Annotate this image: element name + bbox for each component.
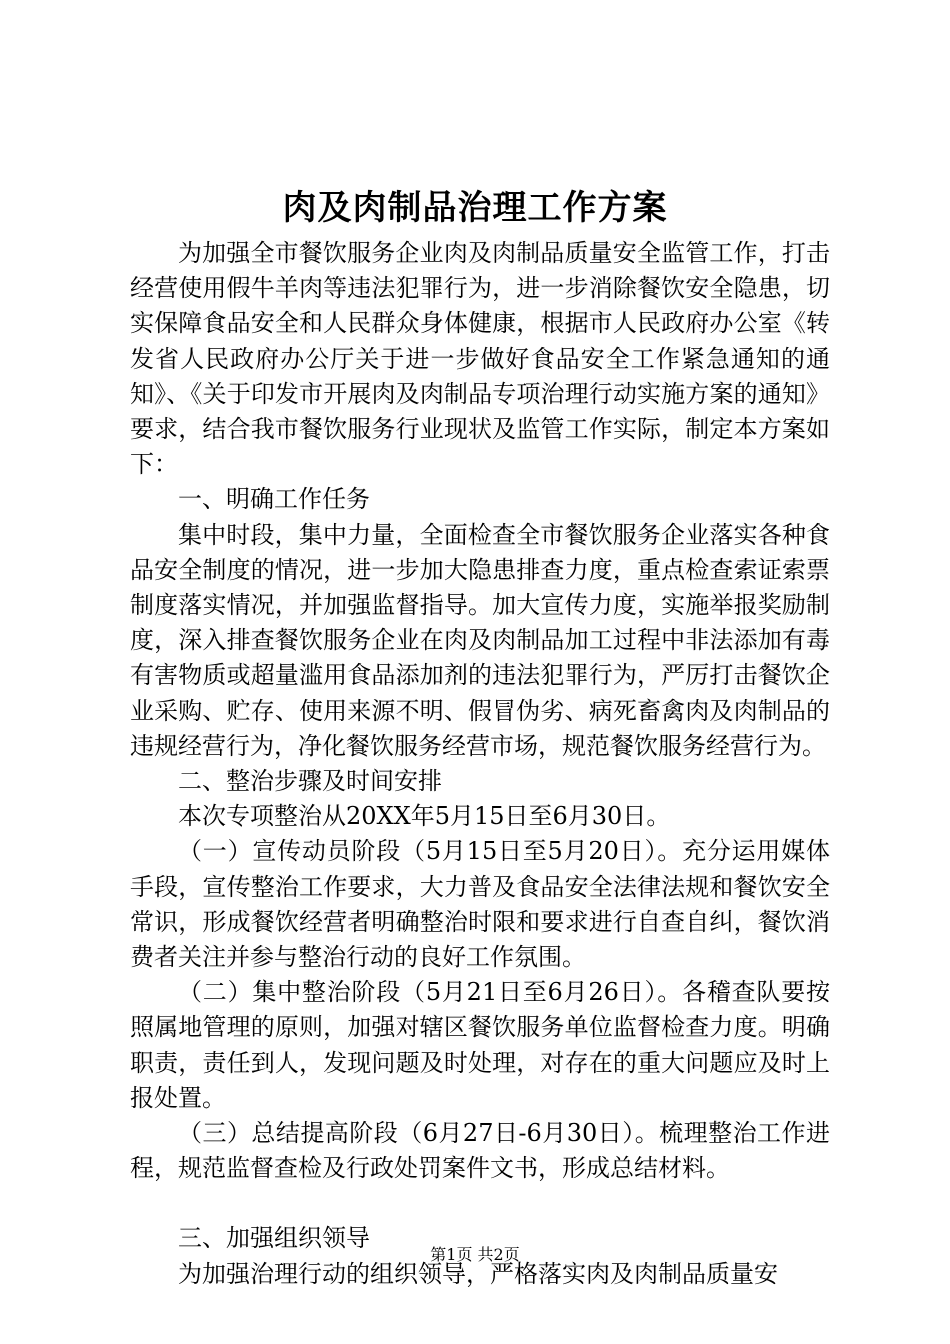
section-1-paragraph: 集中时段，集中力量，全面检查全市餐饮服务企业落实各种食品安全制度的情况，进一步加大隐患排查力度，重点检查索证索票制度落实情况，并加强监督指导。加大宣传力度，实施举报奖励制度，深入排查餐饮服务企业在肉及肉制品加工过程中非法添加有毒有害物质或超量滥用食品添加剂的违法犯罪行为，严厉打击餐饮企业采购、贮存、使用来源不明、假冒伪劣、病死畜禽肉及肉制品的违规经营行为，净化餐饮服务经营市场，规范餐饮服务经营行为。 (130, 520, 830, 760)
section-heading-2: 二、整治步骤及时间安排 (178, 767, 442, 796)
paragraph-spacer (130, 1186, 830, 1221)
stage-2-paragraph: （二）集中整治阶段（5月21日至6月26日）。各稽查队要按照属地管理的原则，加强对辖区餐饮服务单位监督检查力度。明确职责，责任到人，发现问题及时处理，对存在的重大问题应及时上报处置。 (130, 978, 830, 1112)
section-3-paragraph: 为加强治理行动的组织领导，严格落实肉及肉制品质量安 (178, 1259, 778, 1288)
schedule-paragraph: 本次专项整治从20XX年5月15日至6月30日。 (178, 802, 671, 831)
page-number-footer: 第1页 共2页 (430, 1245, 520, 1264)
stage-1-paragraph: （一）宣传动员阶段（5月15日至5月20日）。充分运用媒体手段，宣传整治工作要求，大力普及食品安全法律法规和餐饮安全常识，形成餐饮经营者明确整治时限和要求进行自查自纠，餐饮消费者关注并参与整治行动的良好工作氛围。 (130, 837, 830, 972)
stage-3-paragraph: （三）总结提高阶段（6月27日-6月30日）。梳理整治工作进程，规范监督查检及行政处罚案件文书，形成总结材料。 (130, 1119, 830, 1183)
document-title: 肉及肉制品治理工作方案 (282, 188, 668, 228)
section-heading-1: 一、明确工作任务 (178, 485, 370, 514)
document-body (130, 236, 830, 1292)
intro-paragraph: 为加强全市餐饮服务企业肉及肉制品质量安全监管工作，打击经营使用假牛羊肉等违法犯罪行为，进一步消除餐饮安全隐患，切实保障食品安全和人民群众身体健康，根据市人民政府办公室《转发省人民政府办公厅关于进一步做好食品安全工作紧急通知的通知》、《关于印发市开展肉及肉制品专项治理行动实施方案的通知》要求，结合我市餐饮服务行业现状及监管工作实际，制定本方案如下： (130, 239, 830, 479)
section-heading-3: 三、加强组织领导 (178, 1224, 370, 1253)
